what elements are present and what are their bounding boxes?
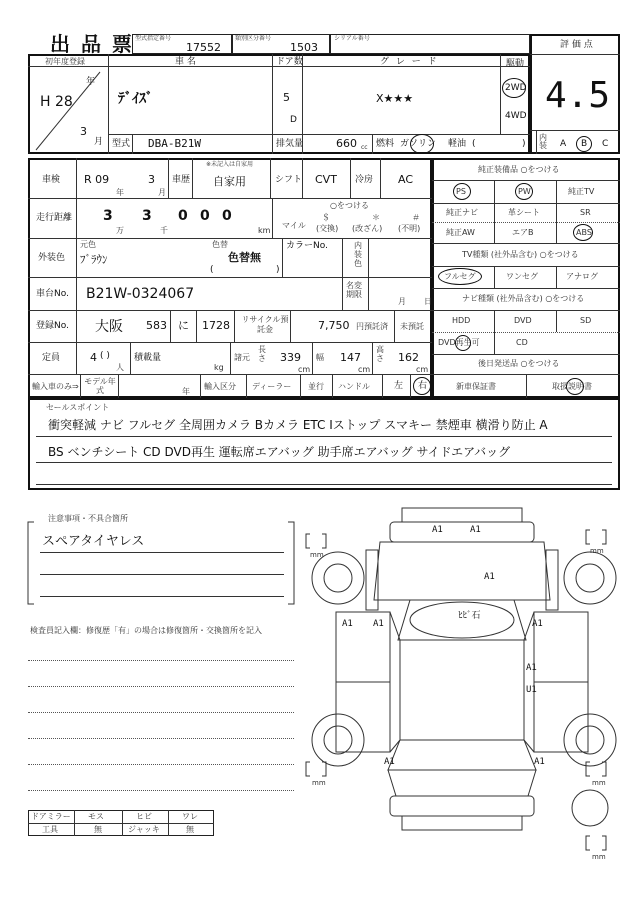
model-label: 型式 bbox=[112, 139, 131, 149]
model-year-unit: 年 bbox=[182, 387, 190, 396]
ship-manual[interactable]: 取扱説明書 bbox=[552, 382, 592, 391]
equip-abs-circle bbox=[573, 224, 593, 241]
class-code-label: 類別区分番号 bbox=[235, 35, 272, 42]
mm-fl: mm bbox=[310, 551, 324, 559]
interior-b-circle bbox=[576, 136, 592, 152]
load-label: 積載量 bbox=[134, 353, 162, 363]
mm-fr: mm bbox=[590, 547, 604, 555]
load-kg: kg bbox=[214, 363, 224, 372]
mileage-sen: 千 bbox=[160, 226, 168, 235]
handle-left[interactable]: 左 bbox=[394, 381, 404, 391]
handle-label: ハンドル bbox=[338, 382, 370, 391]
mileage-exch-label[interactable]: (交換) bbox=[316, 224, 339, 233]
mileage-exch: ＄ bbox=[322, 213, 330, 222]
name-change-label: 名変期限 bbox=[346, 281, 362, 299]
damage-mark-2: A1 bbox=[470, 525, 481, 535]
tv-oneseg[interactable]: ワンセグ bbox=[506, 272, 538, 281]
mileage-km: km bbox=[258, 226, 271, 235]
name-change-month: 月 bbox=[398, 297, 406, 306]
navi-cd[interactable]: CD bbox=[516, 338, 528, 347]
model-year-label: モデル年式 bbox=[84, 377, 116, 395]
fuel-label: 燃料 bbox=[376, 139, 395, 149]
recycle-value: 7,750 bbox=[318, 319, 350, 332]
history-label: 車歴 bbox=[172, 175, 191, 185]
mileage-digit-2: 3 bbox=[142, 208, 152, 224]
equip-pw[interactable]: PW bbox=[518, 187, 531, 196]
equip-ps-circle bbox=[453, 183, 471, 200]
capacity-value: 4 bbox=[90, 351, 97, 364]
damage-mark-6: A1 bbox=[373, 619, 384, 629]
fuel-diesel[interactable]: 軽油 bbox=[448, 139, 467, 149]
registration-class: 583 bbox=[146, 319, 167, 332]
import-class-label: 輸入区分 bbox=[204, 382, 236, 391]
drive-label: 駆動 bbox=[506, 59, 525, 69]
color-no-label: カラーNo. bbox=[286, 241, 328, 251]
width-label: 幅 bbox=[316, 353, 324, 362]
displacement-unit: cc bbox=[361, 144, 368, 151]
interior-b[interactable]: B bbox=[581, 139, 588, 149]
sales-label: セールスポイント bbox=[46, 403, 110, 412]
mileage-label: 走行距離 bbox=[36, 213, 73, 223]
shaken-label: 車検 bbox=[42, 175, 61, 185]
damage-mark-4: ﾋﾋﾞ石 bbox=[458, 611, 481, 621]
interior-label: 内装 bbox=[539, 133, 547, 150]
capacity-paren: ( ) bbox=[100, 351, 110, 361]
height-unit: cm bbox=[416, 365, 429, 374]
height-value: 162 bbox=[398, 351, 419, 364]
displacement-label: 排気量 bbox=[276, 139, 304, 149]
displacement-value: 660 bbox=[336, 137, 357, 150]
navi-dvd[interactable]: DVD bbox=[514, 316, 532, 325]
grade-value: X★★★ bbox=[376, 92, 414, 105]
damage-mark-3: A1 bbox=[484, 572, 495, 582]
mileage-digit-3: 0 bbox=[178, 208, 188, 224]
mileage-digit-1: 3 bbox=[103, 208, 113, 224]
width-value: 147 bbox=[340, 351, 361, 364]
handle-right[interactable]: 右 bbox=[418, 381, 428, 391]
equip-airbag[interactable]: エアB bbox=[512, 228, 534, 237]
break-label: ワレ bbox=[182, 812, 198, 821]
doors-type: D bbox=[290, 115, 297, 125]
damage-mark-11: A1 bbox=[534, 757, 545, 767]
color-label: 外装色 bbox=[38, 253, 66, 263]
form-title: 出 品 票 bbox=[50, 32, 134, 56]
navi-sd[interactable]: SD bbox=[580, 316, 592, 325]
fuel-paren-left: ( bbox=[472, 139, 476, 149]
grade-label: グ レ ー ド bbox=[380, 57, 439, 67]
fuel-gasoline-circle bbox=[410, 134, 434, 154]
capacity-unit: 人 bbox=[116, 363, 124, 372]
drive-2wd[interactable]: 2WD bbox=[505, 83, 527, 93]
interior-c[interactable]: C bbox=[602, 139, 609, 149]
shift-label: シフト bbox=[275, 175, 303, 185]
sales-frame bbox=[28, 398, 620, 490]
mm-rr: mm bbox=[592, 779, 606, 787]
damage-mark-8: A1 bbox=[526, 663, 537, 673]
tv-analog[interactable]: アナログ bbox=[566, 272, 598, 281]
sales-line-2: BS ベンチシート CD DVD再生 運転席エアバッグ 助手席エアバッグ サイドエアバッグ bbox=[48, 445, 511, 459]
notes-bracket bbox=[26, 520, 296, 606]
ac-value: AC bbox=[398, 173, 414, 186]
dims-label: 諸元 bbox=[234, 353, 250, 362]
navi-title: ナビ種類 (社外品含む) ○をつける bbox=[462, 294, 585, 303]
equip-aw[interactable]: 純正AW bbox=[446, 228, 475, 237]
equip-pw-circle bbox=[515, 183, 533, 200]
score-label: 評 価 点 bbox=[560, 40, 593, 50]
mileage-digit-4: 0 bbox=[200, 208, 210, 224]
mileage-digit-5: 0 bbox=[222, 208, 232, 224]
class-code-value: 1503 bbox=[290, 41, 318, 54]
recycle-label: リサイクル預託金 bbox=[241, 315, 289, 334]
navi-dvd-play[interactable]: DVD再生可 bbox=[438, 338, 480, 347]
first-reg-year: H 28 bbox=[40, 94, 73, 110]
doors-value: 5 bbox=[283, 91, 290, 104]
jack-value: 無 bbox=[186, 825, 194, 834]
equip-tv[interactable]: 純正TV bbox=[568, 187, 595, 196]
fuel-gasoline[interactable]: ガソリン bbox=[400, 139, 437, 149]
tool-value: 無 bbox=[94, 825, 102, 834]
doors-label: ドア数 bbox=[276, 57, 303, 67]
notes-label: 注意事項・不具合箇所 bbox=[48, 514, 128, 523]
registration-label: 登録No. bbox=[36, 321, 69, 331]
color-change-value: 色替無 bbox=[228, 251, 261, 264]
damage-mark-10: A1 bbox=[384, 757, 395, 767]
recycle-unit[interactable]: 円預託済 bbox=[356, 322, 388, 331]
model-value: DBA-B21W bbox=[148, 137, 201, 150]
ship-warranty[interactable]: 新車保証書 bbox=[456, 382, 496, 391]
registration-number: 1728 bbox=[202, 319, 230, 332]
registration-area: 大阪 bbox=[95, 319, 123, 335]
int-color-label: 内装色 bbox=[354, 241, 362, 268]
drive-2wd-circle bbox=[502, 78, 526, 98]
damage-mark-5: A1 bbox=[342, 619, 353, 629]
car-name: ﾃﾞｲｽﾞ bbox=[118, 91, 153, 107]
mileage-unk: ＃ bbox=[412, 213, 420, 222]
equip-leather[interactable]: 革シート bbox=[508, 208, 540, 217]
handle-right-circle bbox=[413, 377, 431, 395]
damage-mark-7: A1 bbox=[532, 619, 543, 629]
equip-ps[interactable]: PS bbox=[456, 187, 466, 196]
mirror-value: モス bbox=[88, 812, 104, 821]
navi-dvd-play-circle bbox=[455, 335, 471, 351]
mileage-circle-note: ○をつける bbox=[330, 201, 369, 210]
length-label: 長さ bbox=[258, 345, 266, 363]
equip-sr[interactable]: SR bbox=[580, 208, 591, 217]
mileage-mile[interactable]: マイル bbox=[282, 221, 306, 230]
height-label: 高さ bbox=[376, 345, 384, 363]
tv-fullseg-circle bbox=[438, 268, 482, 285]
crack-label: ヒビ bbox=[136, 812, 152, 821]
type-code-value: 17552 bbox=[186, 41, 221, 54]
import-label: 輸入車のみ⇒ bbox=[32, 382, 79, 391]
mirror-label: ドアミラー bbox=[31, 812, 71, 821]
sales-line-1: 衝突軽減 ナビ フルセグ 全周囲カメラ Bカメラ ETC Iストップ スマキー 禁煙車 横滑り防止 A bbox=[48, 418, 548, 432]
history-value: 自家用 bbox=[213, 175, 246, 188]
mileage-alt: ＊ bbox=[372, 213, 380, 222]
registration-kana: に bbox=[178, 319, 189, 332]
mileage-unk-label[interactable]: (不明) bbox=[398, 224, 421, 233]
month-unit: 月 bbox=[94, 137, 104, 147]
ship-title: 後日発送品 ○をつける bbox=[478, 359, 560, 368]
import-dealer[interactable]: ディーラー bbox=[252, 382, 292, 391]
mileage-alt-label[interactable]: (改ざん) bbox=[352, 224, 383, 233]
drive-4wd[interactable]: 4WD bbox=[505, 111, 527, 121]
serial-label: シリアル番号 bbox=[334, 35, 370, 42]
damage-mark-1: A1 bbox=[432, 525, 443, 535]
orig-color-label: 元色 bbox=[80, 240, 96, 249]
ac-label: 冷房 bbox=[355, 175, 374, 185]
mileage-man: 万 bbox=[116, 226, 124, 235]
shaken-value: R 09 bbox=[84, 173, 110, 186]
jack-label: ジャッキ bbox=[128, 825, 160, 834]
chassis-label: 車台No. bbox=[36, 289, 69, 299]
equip-abs[interactable]: ABS bbox=[576, 228, 592, 237]
car-name-label: 車 名 bbox=[175, 57, 196, 67]
equip-title: 純正装備品 ○をつける bbox=[478, 165, 560, 174]
damage-mark-9: U1 bbox=[526, 685, 537, 695]
tv-fullseg[interactable]: フルセグ bbox=[444, 272, 476, 281]
first-reg-label: 初年度登録 bbox=[45, 57, 85, 66]
fuel-paren-right: ) bbox=[522, 139, 526, 149]
navi-hdd[interactable]: HDD bbox=[452, 316, 471, 325]
tool-label: 工具 bbox=[42, 825, 58, 834]
capacity-label: 定員 bbox=[42, 353, 61, 363]
car-diagram bbox=[300, 500, 640, 870]
length-value: 339 bbox=[280, 351, 301, 364]
inspector-label: 検査員記入欄：修復歴「有」の場合は修復箇所・交換箇所を記入 bbox=[30, 626, 262, 635]
chassis-value: B21W-0324067 bbox=[86, 286, 195, 302]
notes-text: スペアタイヤレス bbox=[42, 534, 145, 549]
type-code-label: 型式指定番号 bbox=[135, 35, 172, 42]
shift-value: CVT bbox=[315, 173, 337, 186]
history-note: ※未記入は自家用 bbox=[206, 161, 254, 168]
color-change-label: 色替 bbox=[212, 240, 228, 249]
ship-manual-circle bbox=[566, 378, 584, 395]
equip-navi[interactable]: 純正ナビ bbox=[446, 208, 478, 217]
name-change-day: 日 bbox=[424, 297, 432, 306]
shaken-month: 3 bbox=[148, 173, 155, 186]
tv-title: TV種類 (社外品含む) ○をつける bbox=[462, 250, 579, 259]
mm-rl: mm bbox=[312, 779, 326, 787]
mm-spare: mm bbox=[592, 853, 606, 861]
orig-color-value: ﾌﾞﾗｳﾝ bbox=[80, 253, 108, 266]
score-value: 4.5 bbox=[545, 75, 611, 116]
interior-a[interactable]: A bbox=[560, 139, 567, 149]
recycle-none[interactable]: 未預託 bbox=[400, 322, 424, 331]
first-reg-month: 3 bbox=[80, 125, 87, 138]
year-unit: 年 bbox=[86, 77, 96, 87]
import-parallel[interactable]: 並行 bbox=[308, 382, 324, 391]
